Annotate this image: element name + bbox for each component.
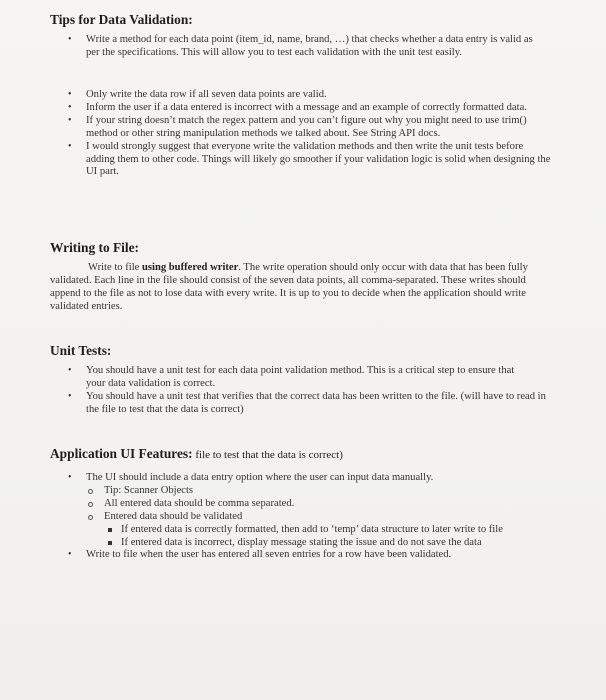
bullet-icon: • xyxy=(68,472,72,483)
ui-features-heading-suffix: file to test that the data is correct) xyxy=(192,449,343,461)
writing-paragraph xyxy=(50,262,546,314)
bullet-icon: • xyxy=(68,549,72,561)
list-item-text: Inform the user if a data entered is incorrect with a message and an example of correctly formatted data. xyxy=(86,101,527,113)
ui-features-heading xyxy=(50,446,343,462)
circle-bullet-icon xyxy=(88,489,93,494)
sub-list-item xyxy=(68,498,544,511)
list-item xyxy=(68,391,546,417)
list-item-text: If your string doesn’t match the regex pattern and you can’t figure out why you might need to use trim() method or other string manipulation methods we talked about. See String API docs. xyxy=(86,114,527,139)
sub-sub-list-item xyxy=(68,524,539,537)
list-item xyxy=(68,141,552,180)
ui-features-heading-text: Application UI Features: xyxy=(50,446,193,461)
sub-list-item-text: Entered data should be validated xyxy=(104,510,243,522)
bullet-icon: • xyxy=(68,89,72,100)
bullet-icon: • xyxy=(68,365,72,376)
list-item-text: You should have a unit test for each data point validation method. This is a critical step to ensure that your data validation is correct. xyxy=(86,365,515,389)
list-item-text: Write to file when the user has entered all seven entries for a row have been validated. xyxy=(86,549,452,561)
unit-tests-heading: Unit Tests: xyxy=(50,343,112,358)
sub-sub-list-item-text: If entered data is correctly formatted, then add to ‘temp’ data structure to later write to file xyxy=(121,523,503,535)
writing-intro-text: Write to file xyxy=(88,262,142,273)
square-bullet-icon xyxy=(108,528,112,532)
list-item-text: I would strongly suggest that everyone write the validation methods and then write the unit tests before adding them to other code. Things will likely go smoother if your validation logic is solid when designing the UI part. xyxy=(86,140,551,178)
sub-list-item xyxy=(68,485,544,498)
list-item xyxy=(68,115,546,141)
list-item xyxy=(68,472,546,485)
bullet-icon: • xyxy=(68,140,72,152)
writing-heading: Writing to File: xyxy=(50,240,140,255)
bullet-icon: • xyxy=(68,34,72,45)
list-item xyxy=(68,102,528,115)
bullet-icon: • xyxy=(68,114,72,126)
sub-list-item-text: Tip: Scanner Objects xyxy=(104,484,194,496)
bullet-icon: • xyxy=(68,390,72,402)
square-bullet-icon xyxy=(108,541,112,545)
writing-bold-text: using buffered writer xyxy=(142,262,239,273)
circle-bullet-icon xyxy=(88,515,93,520)
bullet-icon: • xyxy=(68,101,72,113)
list-item xyxy=(68,365,532,391)
list-item-text: Write a method for each data point (item_id, name, brand, …) that checks whether a data entry is valid as per the specifications. This will allow you to test each validation with the unit test easily. xyxy=(86,34,533,58)
tips-heading: Tips for Data Validation: xyxy=(50,12,193,27)
sub-list-item xyxy=(68,511,544,524)
list-item xyxy=(68,549,546,562)
list-item-text: You should have a unit test that verifies that the correct data has been written to the file. (will have to read in the file to test that the data is correct) xyxy=(86,390,546,415)
sub-list-item-text: All entered data should be comma separated. xyxy=(104,497,295,509)
list-item xyxy=(68,34,546,86)
circle-bullet-icon xyxy=(88,502,93,507)
sub-sub-list-item-text: If entered data is incorrect, display message stating the issue and do not save the data xyxy=(121,536,482,548)
list-item xyxy=(68,89,546,102)
ui-features-list xyxy=(68,472,558,562)
list-item-text: Only write the data row if all seven data points are valid. xyxy=(86,89,327,100)
unit-tests-list xyxy=(68,365,548,417)
sub-sub-list-item xyxy=(68,537,551,550)
writing-rest-text: . The write operation should only occur with data that has been fully validated. Each line in the file should consist of the seven data points, all comma-separated. These writes should append to the file as not to lose data with every write. It is up to you to decide when the application should write validated entries. xyxy=(50,262,528,312)
tips-list xyxy=(68,34,558,179)
list-item-text: The UI should include a data entry option where the user can input data manually. xyxy=(86,472,434,483)
